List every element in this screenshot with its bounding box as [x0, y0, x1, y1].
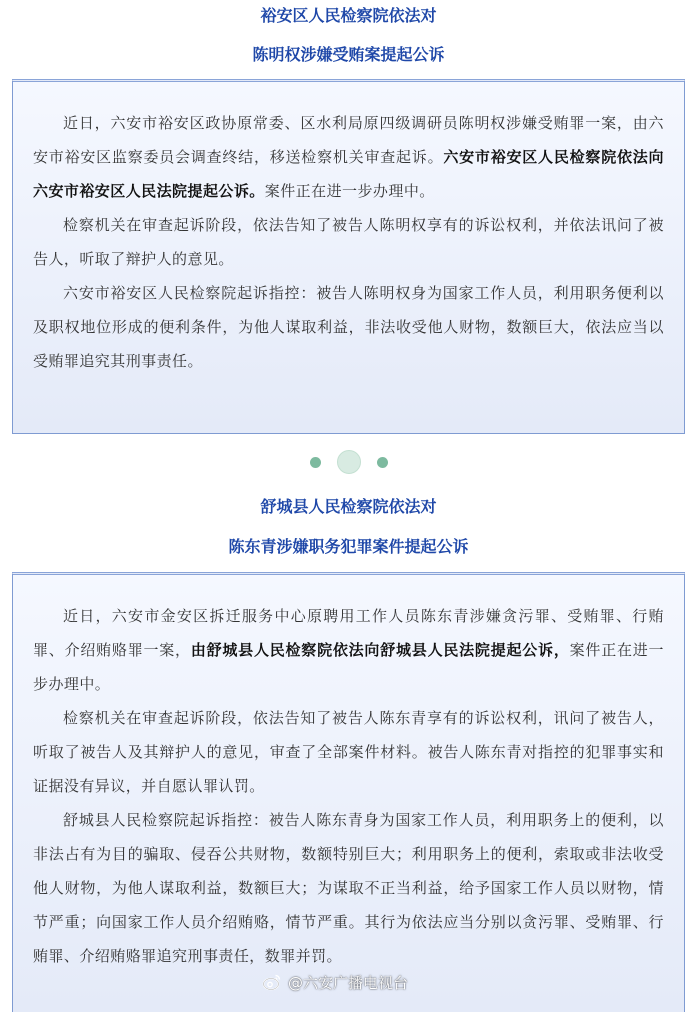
- divider-dot-right: [377, 457, 388, 468]
- article2-p1-text-a: 近日，六安市金安区拆迁服务中心原聘用工作人员陈东青涉嫌贪污罪、受贿罪、行贿罪、介绍贿赂罪一案，: [33, 607, 664, 659]
- article1-p1-text-b: 案件正在进一步办理中。: [264, 182, 435, 200]
- watermark-text: @六安广播电视台: [288, 973, 409, 992]
- article2-title-line2: 陈东青涉嫌职务犯罪案件提起公诉: [228, 537, 469, 556]
- article2-paragraph-2: 检察机关在审查起诉阶段，依法告知了被告人陈东青享有的诉讼权利，讯问了被告人，听取了被告人及其辩护人的意见，审查了全部案件材料。被告人陈东青对指控的犯罪事实和证据没有异议，并自愿认罪认罚。: [33, 709, 664, 795]
- divider-dot-center: [337, 450, 361, 474]
- article2-p1-bold: 由舒城县人民检察院依法向舒城县人民法院提起公诉，: [190, 641, 570, 659]
- weibo-icon: [262, 972, 282, 992]
- watermark: [262, 970, 408, 994]
- article1-p1-text-a: 近日，六安市裕安区政协原常委、区水利局原四级调研员陈明权涉嫌受贿罪一案，由六安市裕安区监察委员会调查终结，移送检察机关审查起诉。: [33, 114, 664, 166]
- article2-paragraph-3: 舒城县人民检察院起诉指控：被告人陈东青身为国家工作人员，利用职务上的便利，以非法占有为目的骗取、侵吞公共财物，数额特别巨大；利用职务上的便利，索取或非法收受他人财物，为他人谋取利益，数额巨大；为谋取不正当利益，给予国家工作人员以财物，情节严重；向国家工作人员介绍贿赂，情节严重。其行为依法应当分别以贪污罪、受贿罪、行贿罪、介绍贿赂罪追究刑事责任，数罪并罚。: [33, 811, 664, 965]
- article2-paragraph-1: [33, 599, 664, 701]
- article2-card: [12, 572, 685, 1012]
- article1-paragraph-2: 检察机关在审查起诉阶段，依法告知了被告人陈明权享有的诉讼权利，并依法讯问了被告人，听取了辩护人的意见。: [33, 216, 664, 268]
- article1-paragraph-1: [33, 106, 664, 208]
- divider-dot-left: [310, 457, 321, 468]
- article1-card: [12, 79, 685, 434]
- article1-title-line2: 陈明权涉嫌受贿案提起公诉: [252, 45, 445, 64]
- article1-p1-bold: 六安市裕安区人民检察院依法向六安市裕安区人民法院提起公诉。: [33, 148, 664, 200]
- article2-p1-text-b: 案件正在进一步办理中。: [33, 641, 664, 693]
- article2-title-line1: 舒城县人民检察院依法对: [260, 497, 437, 516]
- article1-title-line1: 裕安区人民检察院依法对: [260, 6, 437, 25]
- article1-paragraph-3: 六安市裕安区人民检察院起诉指控：被告人陈明权身为国家工作人员，利用职务便利以及职权地位形成的便利条件，为他人谋取利益，非法收受他人财物，数额巨大，依法应当以受贿罪追究其刑事责任。: [33, 284, 664, 370]
- section-divider: [0, 449, 697, 475]
